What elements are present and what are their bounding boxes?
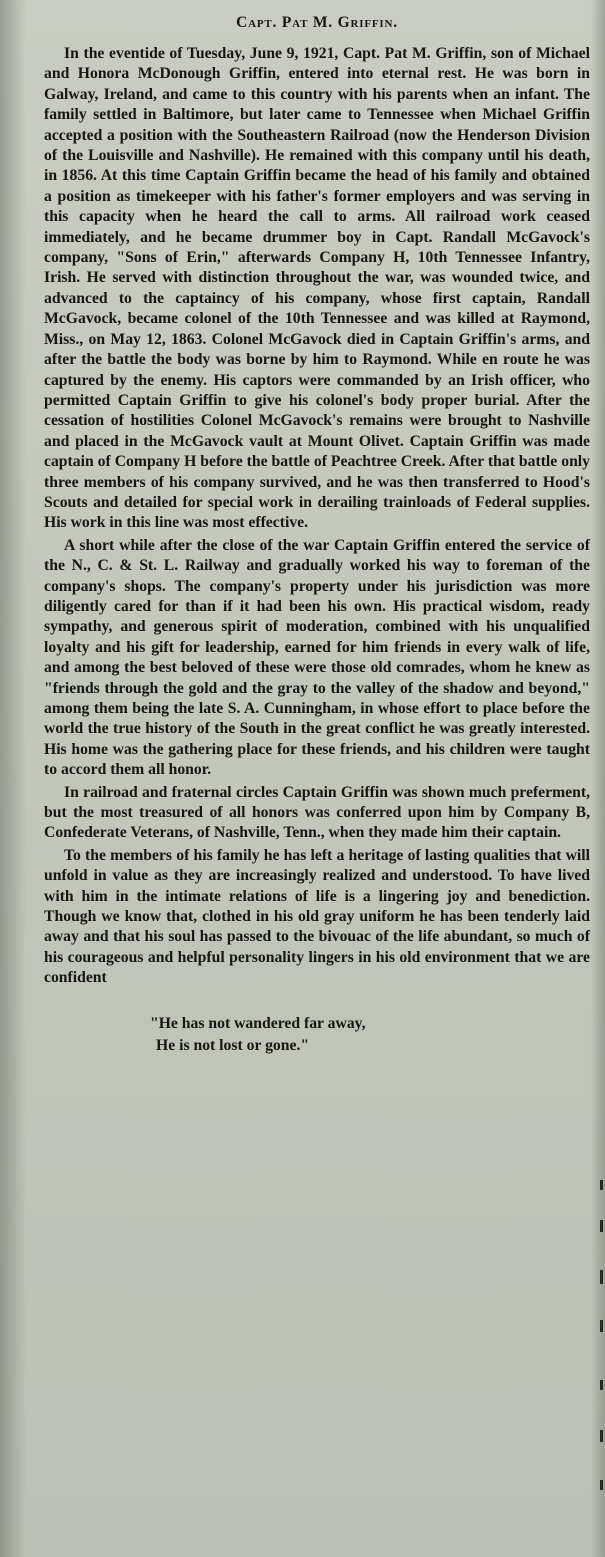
- paragraph-biography: In the eventide of Tuesday, June 9, 1921, Capt. Pat M. Griffin, son of Michael and Honora McDonough Griffin, entered into eternal rest. He was born in Galway, Ireland, and came to this country with his parents when an infant. The family settled in Baltimore, but later came to Tennessee when Michael Griffin accepted a position with the Southeastern Railroad (now the Henderson Division of the Louisville and Nashville). He remained with this company until his death, in 1856. At this time Captain Griffin became the head of his family and obtained a position as timekeeper with his father's former employers and was serving in this capacity when he heard the call to arms. All railroad work ceased immediately, and he became drummer boy in Capt. Randall McGavock's company, "Sons of Erin," afterwards Company H, 10th Tennessee Infantry, Irish. He served with distinction throughout the war, was wounded twice, and advanced to the captaincy of his company, whose first captain, Randall McGavock, became colonel of the 10th Tennessee and was killed at Raymond, Miss., on May 12, 1863. Colonel McGavock died in Captain Griffin's arms, and after the battle the body was borne by him to Raymond. While en route he was captured by the enemy. His captors were commanded by an Irish officer, who permitted Captain Griffin to give his colonel's body proper burial. After the cessation of hostilities Colonel McGavock's remains were brought to Nashville and placed in the McGavock vault at Mount Olivet. Captain Griffin was made captain of Company H before the battle of Peachtree Creek. After that battle only three members of his company survived, and he was then transferred to Hood's Scouts and detailed for special work in derailing trainloads of Federal supplies. His work in this line was most effective.: [44, 45, 590, 532]
- adjacent-column-edge: [599, 1180, 603, 1510]
- obituary-column: [44, 14, 590, 1057]
- paragraph-postwar-career: A short while after the close of the war Captain Griffin entered the service of the N., C. & St. L. Railway and gradually worked his way to foreman of the company's shops. The company's property under his jurisdiction was more diligently cared for than if it had been his own. His practical wisdom, ready sympathy, and generous spirit of moderation, combined with his unqualified loyalty and his gift for leadership, earned for him friends in every walk of life, and among the best beloved of these were those old comrades, whom he knew as "friends through the gold and the gray to the valley of the shadow and beyond," among them being the late S. A. Cunningham, in whose effort to place before the world the true history of the South in the great conflict he was greatly interested. His home was the gathering place for these friends, and his children were taught to accord them all honor.: [44, 536, 590, 779]
- verse-line: "He has not wandered far away,: [150, 1014, 366, 1032]
- closing-verse: [150, 1013, 590, 1057]
- paragraph-honors: In railroad and fraternal circles Captain Griffin was shown much preferment, but the most treasured of all honors was conferred upon him by Company B, Confederate Veterans, of Nashville, Tenn., when they made him their captain.: [44, 783, 590, 842]
- article-title: Capt. Pat M. Griffin.: [236, 14, 398, 31]
- verse-line: He is not lost or gone.": [156, 1036, 310, 1054]
- paragraph-legacy: To the members of his family he has left a heritage of lasting qualities that will unfold in value as they are increasingly realized and understood. To have lived with him in the intimate relations of life is a lingering joy and benediction. Though we know that, clothed in his old gray uniform he has been tenderly laid away and that his soul has passed to the bivouac of the life abundant, so much of his courageous and helpful personality lingers in his old environment that we are confident: [44, 846, 590, 987]
